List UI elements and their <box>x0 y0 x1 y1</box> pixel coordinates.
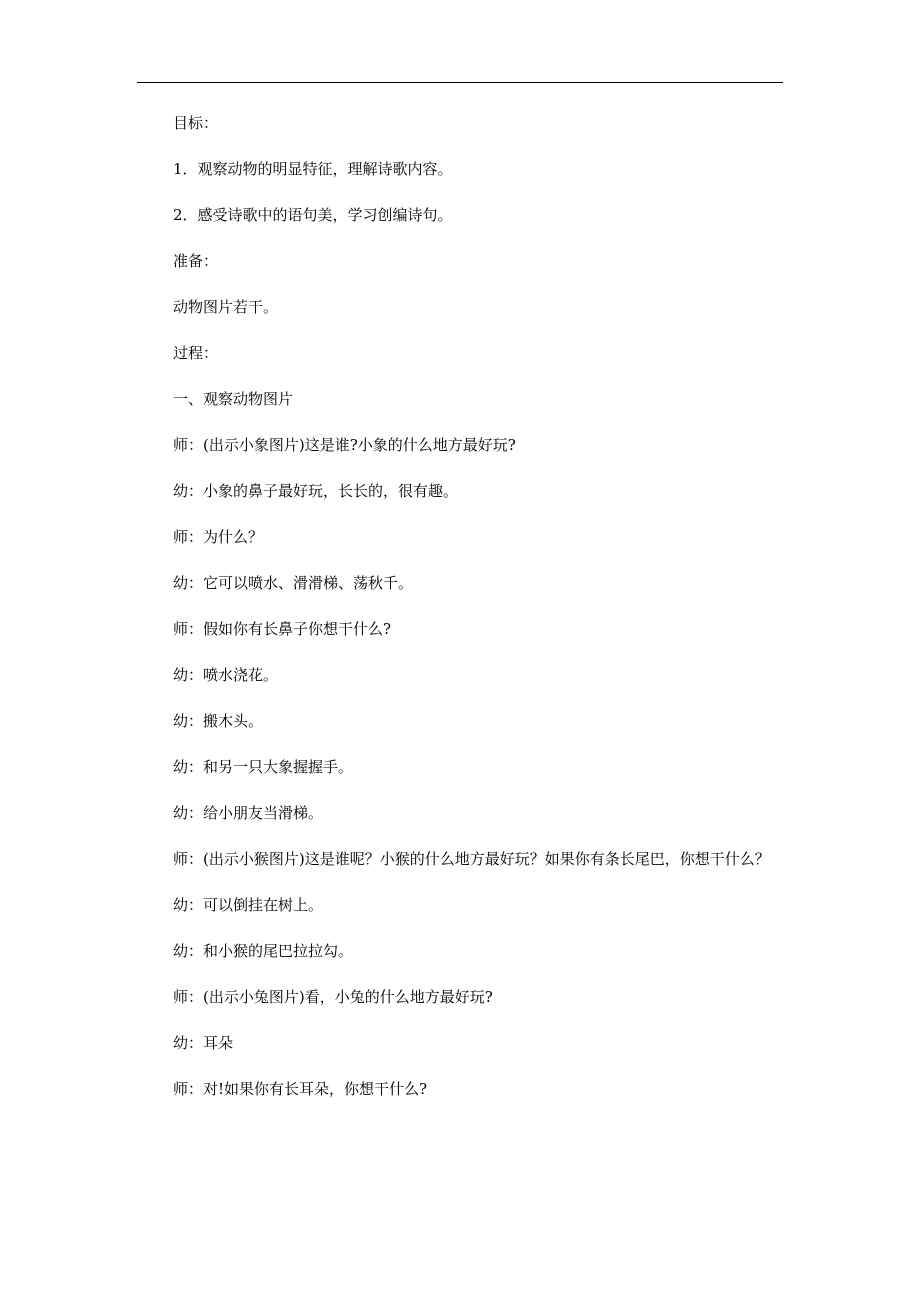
paragraph: 1．观察动物的明显特征，理解诗歌内容。 <box>173 160 453 178</box>
paragraph: 过程： <box>173 344 219 362</box>
paragraph: 幼：和小猴的尾巴拉拉勾。 <box>173 942 354 960</box>
paragraph: 师：(出示小兔图片)看，小兔的什么地方最好玩? <box>173 988 493 1006</box>
paragraph: 幼：耳朵 <box>173 1034 234 1052</box>
paragraph: 幼：小象的鼻子最好玩，长长的，很有趣。 <box>173 482 459 500</box>
paragraph: 准备： <box>173 252 219 270</box>
paragraph: 一、观察动物图片 <box>173 390 294 408</box>
header-rule <box>137 82 783 83</box>
paragraph: 目标： <box>173 114 219 132</box>
paragraph: 2．感受诗歌中的语句美，学习创编诗句。 <box>173 206 453 224</box>
paragraph: 幼：可以倒挂在树上。 <box>173 896 324 914</box>
paragraph: 幼：它可以喷水、滑滑梯、荡秋千。 <box>173 574 414 592</box>
document-body <box>137 112 783 1124</box>
paragraph: 师：假如你有长鼻子你想干什么? <box>173 620 392 638</box>
paragraph: 师：为什么？ <box>173 528 264 546</box>
paragraph: 师：对!如果你有长耳朵，你想干什么? <box>173 1080 428 1098</box>
paragraph: 幼：和另一只大象握握手。 <box>173 758 354 776</box>
paragraph: 师：(出示小猴图片)这是谁呢？小猴的什么地方最好玩？如果你有条长尾巴，你想干什么？ <box>173 850 770 868</box>
paragraph: 动物图片若干。 <box>173 298 279 316</box>
paragraph: 幼：搬木头。 <box>173 712 264 730</box>
paragraph: 幼：喷水浇花。 <box>173 666 279 684</box>
paragraph: 师：(出示小象图片)这是谁?小象的什么地方最好玩? <box>173 436 516 454</box>
paragraph: 幼：给小朋友当滑梯。 <box>173 804 324 822</box>
